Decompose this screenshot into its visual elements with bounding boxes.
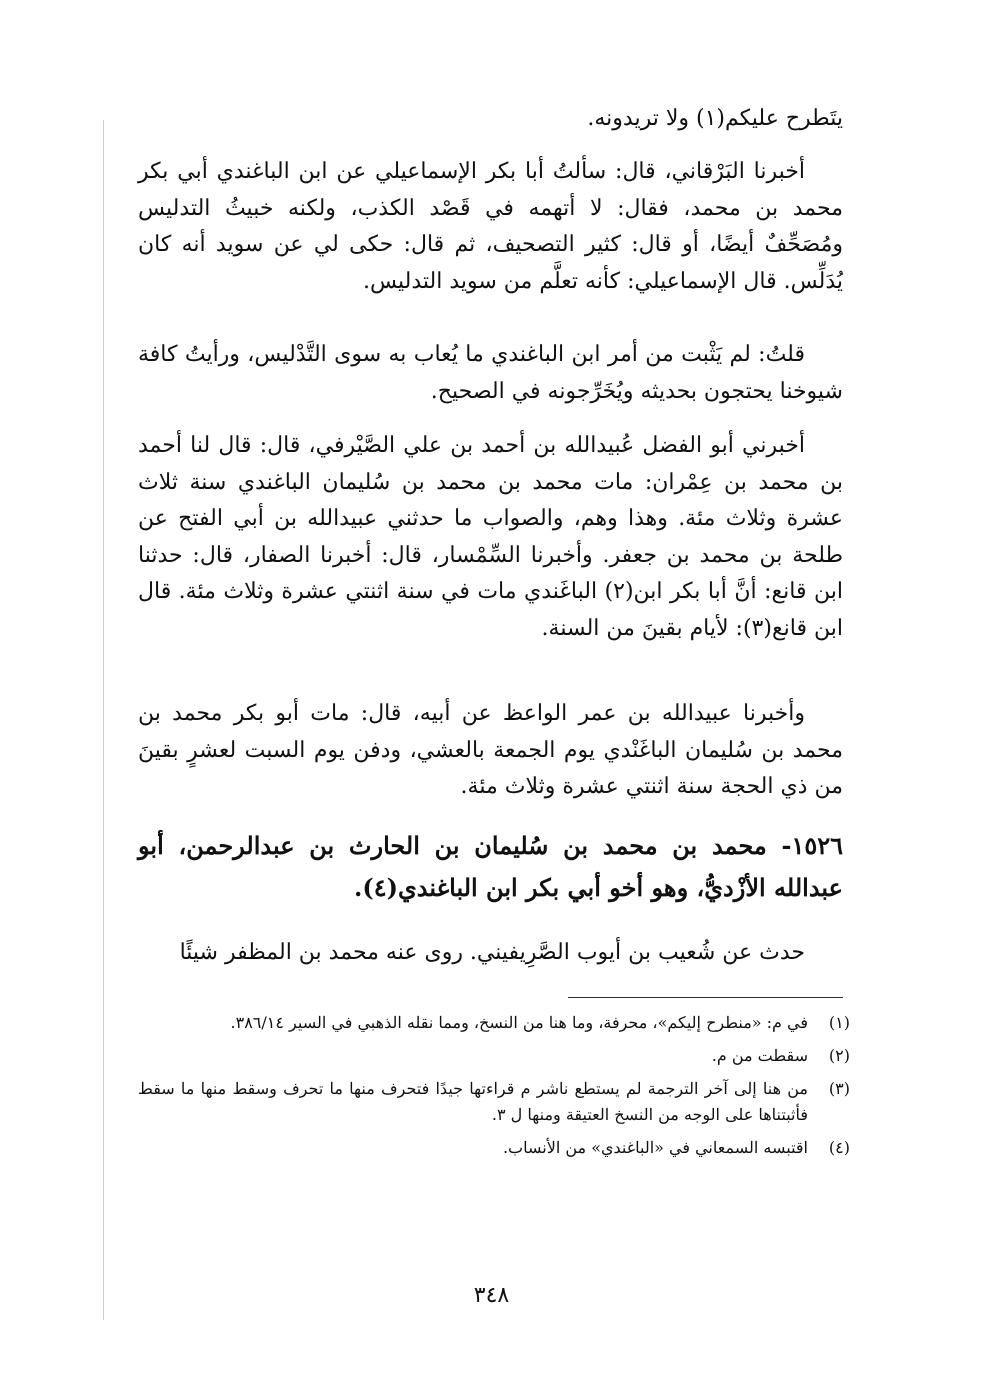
footnotes-list — [138, 1010, 850, 1168]
footnote — [138, 1043, 850, 1069]
footnote — [138, 1010, 850, 1036]
footnote-text: سقطت من م. — [711, 1046, 808, 1065]
footnote-text: اقتبسه السمعاني في «الباغندي» من الأنساب. — [502, 1138, 808, 1157]
footnote-text: في م: «منطرح إليكم»، محرفة، وما هنا من النسخ، ومما نقله الذهبي في السير ٣٨٦/١٤. — [230, 1013, 808, 1032]
paragraph-death-date-reports: أخبرني أبو الفضل عُبيدالله بن أحمد بن علي الصَّيْرفي، قال: قال لنا أحمد بن محمد بن عِمْران: مات محمد بن محمد بن سُليمان الباغندي سنة ثلاث عشرة وثلاث مئة. وهذا وهم، والصواب ما حدثني عبيدالله بن أبي الفتح عن طلحة بن محمد بن جعفر. وأخبرنا السِّمْسار، قال: أخبرنا الصفار، قال: حدثنا ابن قانع: أنَّ أبا بكر ابن(٢) الباغَندي مات في سنة اثنتي عشرة وثلاث مئة. قال ابن قانع(٣): لأيام بقينَ من السنة. — [138, 433, 843, 641]
footnote — [138, 1135, 850, 1161]
entry-heading: ١٥٢٦- محمد بن محمد بن سُليمان بن الحارث بن عبدالرحمن، أبو عبدالله الأزْديُّ، وهو أخو أبي بكر ابن الباغندي(٤). — [138, 831, 843, 902]
footnote-number: (٢) — [828, 1046, 850, 1065]
footnote-number: (٣) — [828, 1079, 850, 1098]
entry-text: حدث عن شُعيب بن أيوب الصَّرِيفيني. روى عنه محمد بن المظفر شيئًا — [179, 940, 805, 965]
paragraph-barqani-report: أخبرنا البَرْقاني، قال: سألتُ أبا بكر الإسماعيلي عن ابن الباغندي أبي بكر محمد بن محمد، فقال: لا أتهمه في قَصْد الكذب، ولكنه خبيثُ التدليس ومُصَحِّفٌ أيضًا، أو قال: كثير التصحيف، ثم قال: حكى لي عن سويد أنه كان يُدَلِّس. قال الإسماعيلي: كأنه تعلَّم من سويد التدليس. — [138, 159, 843, 294]
scan-margin-line — [103, 120, 104, 1320]
paragraph-author-comment: قلتُ: لم يَثْبت من أمر ابن الباغندي ما يُعاب به سوى التَّدْليس، ورأيتُ كافة شيوخنا يحتجون بحديثه ويُخَرِّجونه في الصحيح. — [138, 342, 843, 404]
footnote-number: (١) — [828, 1013, 850, 1032]
continuation-line: يتَطرح عليكم(١) ولا تريدونه. — [587, 106, 843, 131]
page-number: ٣٤٨ — [473, 1283, 510, 1308]
paragraph-waiz-report: وأخبرنا عبيدالله بن عمر الواعظ عن أبيه، قال: مات أبو بكر محمد بن محمد بن سُليمان الباغَنْدي يوم الجمعة بالعشي، ودفن يوم السبت لعشرٍ بقينَ من ذي الحجة سنة اثنتي عشرة وثلاث مئة. — [138, 701, 843, 799]
footnote-text: من هنا إلى آخر الترجمة لم يستطع ناشر م قراءتها جيدًا فتحرف منها ما تحرف وسقط منها ما سقط فأثبتناها على الوجه من النسخ العتيقة ومنها ل ٣. — [138, 1079, 808, 1124]
footnote-divider — [568, 997, 843, 998]
footnote — [138, 1076, 850, 1128]
footnote-number: (٤) — [828, 1138, 850, 1157]
